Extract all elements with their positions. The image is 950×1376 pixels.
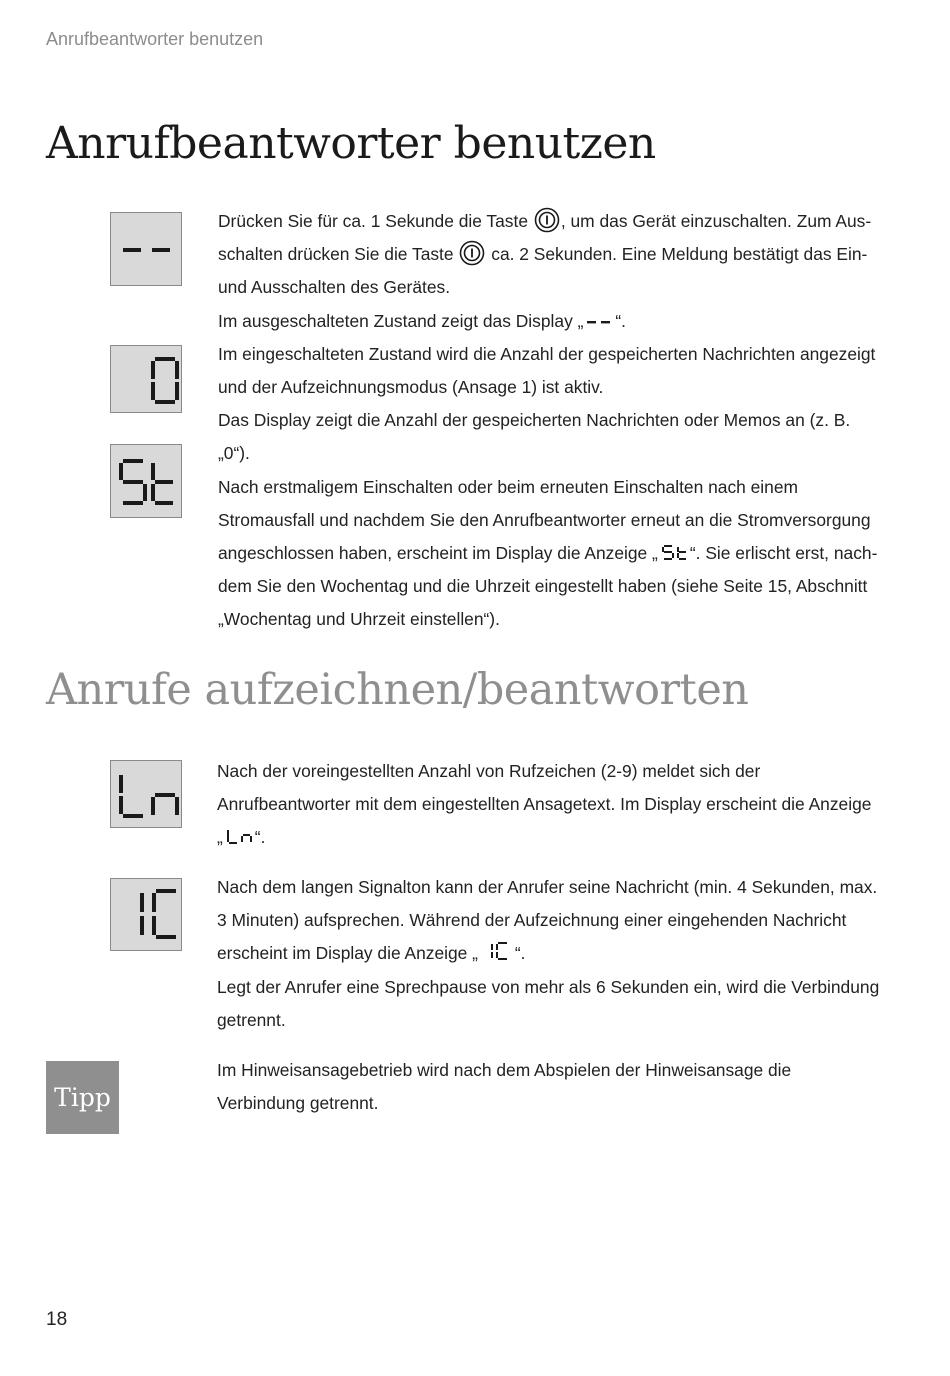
display-ln-lcd xyxy=(110,760,182,828)
segment-display-off xyxy=(111,213,183,287)
tip-paragraph: Im Hinweisansagebetrieb wird nach dem Abspielen der Hinweisansage die Verbindung getrennt. xyxy=(217,1060,792,1114)
power-button-icon xyxy=(459,240,485,266)
section2-ln-text xyxy=(217,755,882,855)
section1-text xyxy=(218,205,883,637)
power-text-3: ca. 2 Sekunden. Eine Meldung bestätigt das Ein- und Ausschalten des Gerätes. xyxy=(218,244,868,298)
on-state-text: Im eingeschalteten Zustand wird die Anzahl der gespeicherten Nachrichten angezeigt und der Aufzeichnungsmodus (Ansage 1) ist aktiv. xyxy=(218,343,876,398)
off-state-pre: Im ausgeschalteten Zustand zeigt das Display „ xyxy=(218,310,584,331)
ln-explanation-post: “. xyxy=(254,827,266,848)
display-ic-lcd xyxy=(110,878,182,951)
inline-display-ln-icon xyxy=(224,827,254,845)
segment-display-st xyxy=(111,445,183,519)
segment-display-zero xyxy=(111,346,183,414)
ic-explanation-pre: Nach dem langen Signalton kann der Anrufer seine Nachricht (min. 4 Sekunden, max. 3 Minuten) aufsprechen. Während der Aufzeichnung einer eingehenden Nachricht erscheint im Display die Anzeige „ xyxy=(217,877,878,964)
power-text-1: Drücken Sie für ca. 1 Sekunde die Taste xyxy=(218,211,528,231)
st-explanation xyxy=(218,471,883,637)
off-state-post: “. xyxy=(615,310,627,331)
segment-display-ic xyxy=(111,879,183,952)
message-count-text: Das Display zeigt die Anzahl der gespeicherten Nachrichten oder Memos an (z. B. „0“). xyxy=(218,410,851,464)
pause-text: Legt der Anrufer eine Sprechpause von mehr als 6 Sekunden ein, wird die Verbindung getrennt. xyxy=(217,976,880,1030)
power-instructions xyxy=(218,205,883,305)
ic-explanation xyxy=(217,871,882,971)
page-number: 18 xyxy=(46,1309,68,1330)
tip-text xyxy=(217,1054,882,1120)
display-st-lcd xyxy=(110,444,182,518)
power-text-2: , um das Gerät einzuschalten. Zum Ausschalten drücken Sie die Taste xyxy=(218,211,872,265)
page-title: Anrufbeantworter benutzen xyxy=(46,118,656,169)
inline-display-st-icon xyxy=(659,543,689,561)
section2-ic-text xyxy=(217,871,882,1037)
tip-label: Tipp xyxy=(46,1061,119,1134)
off-state-text xyxy=(218,305,883,338)
section-title: Anrufe aufzeichnen/beantworten xyxy=(46,665,749,715)
st-explanation-pre: Nach erstmaligem Einschalten oder beim erneuten Einschalten nach einem Stromausfall und nachdem Sie den Anrufbeantworter erneut an die Stromversorgung angeschlossen haben, erscheint im Display die Anzeige „ xyxy=(218,476,871,564)
st-explanation-post: “. Sie erlischt erst, nachdem Sie den Wochentag und die Uhrzeit eingestellt haben (siehe Seite 15, Abschnitt „Wochentag und Uhrzeit einstellen“). xyxy=(218,543,878,630)
power-button-icon xyxy=(534,207,560,233)
display-zero-lcd xyxy=(110,345,182,413)
ln-explanation xyxy=(217,755,882,855)
ln-explanation-pre: Nach der voreingestellten Anzahl von Rufzeichen (2-9) meldet sich der Anrufbeantworter mit dem eingestellten Ansagetext. Im Display erscheint die Anzeige „ xyxy=(217,761,872,848)
display-off-lcd xyxy=(110,212,182,286)
inline-display-off-icon xyxy=(584,315,614,329)
running-header: Anrufbeantworter benutzen xyxy=(46,29,264,49)
ic-explanation-post: “. xyxy=(514,943,526,964)
segment-display-ln xyxy=(111,761,183,829)
inline-display-ic-icon xyxy=(484,941,514,961)
